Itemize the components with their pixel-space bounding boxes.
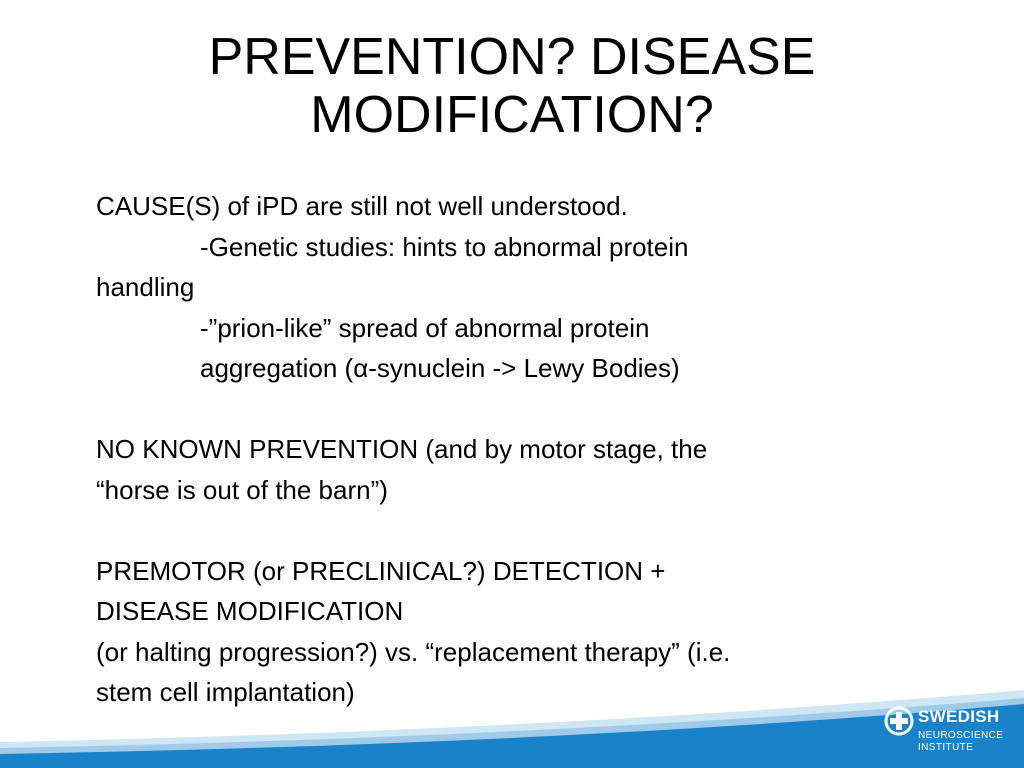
title-line-2: MODIFICATION? xyxy=(310,86,714,144)
slide-title xyxy=(60,28,964,144)
premotor-line-3: (or halting progression?) vs. “replacement therapy” (i.e. xyxy=(96,636,731,667)
logo-name: SWEDISH xyxy=(918,707,1000,726)
logo-sub-line-2: INSTITUTE xyxy=(918,742,974,753)
premotor-line-2: DISEASE MODIFICATION xyxy=(96,596,404,626)
spacer xyxy=(96,389,956,430)
swedish-logo xyxy=(884,704,1014,760)
swedish-cross-icon xyxy=(884,706,914,736)
logo-sub-line-1: NEUROSCIENCE xyxy=(918,730,1004,741)
genetic-line-2: handling xyxy=(96,272,195,302)
logo-subtitle xyxy=(918,730,1003,754)
spacer xyxy=(96,510,956,551)
slide-body xyxy=(96,186,956,713)
prion-line-2: aggregation (α-synuclein -> Lewy Bodies) xyxy=(200,353,680,383)
genetic-line-1: -Genetic studies: hints to abnormal protein xyxy=(200,231,689,262)
premotor-line-1: PREMOTOR (or PRECLINICAL?) DETECTION + xyxy=(96,555,666,586)
prevention-line-2: “horse is out of the barn”) xyxy=(96,474,388,505)
premotor-line-4: stem cell implantation) xyxy=(96,677,355,707)
prion-line-1: -”prion-like” spread of abnormal protein xyxy=(200,312,650,343)
title-line-1: PREVENTION? DISEASE xyxy=(208,28,816,86)
prevention-line-1: NO KNOWN PREVENTION (and by motor stage, the xyxy=(96,434,708,464)
cause-line: CAUSE(S) of iPD are still not well understood. xyxy=(96,191,628,221)
